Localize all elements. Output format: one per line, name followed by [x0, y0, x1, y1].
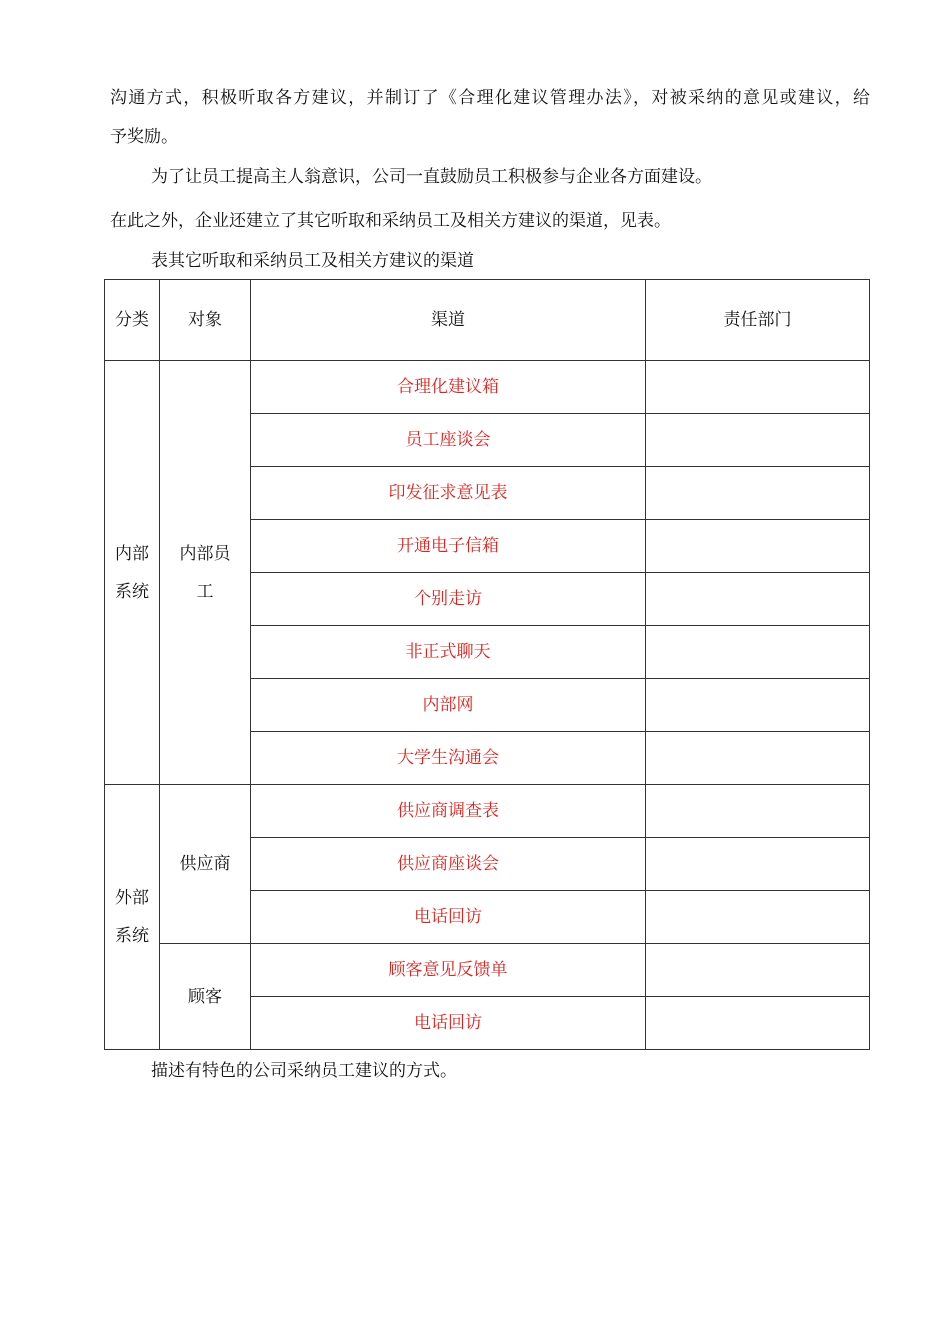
channels-table	[104, 279, 870, 1050]
channel-cell: 合理化建议箱	[251, 361, 646, 414]
department-cell	[646, 891, 870, 944]
header-department: 责任部门	[646, 280, 870, 361]
department-cell	[646, 626, 870, 679]
channel-cell: 员工座谈会	[251, 414, 646, 467]
header-channel: 渠道	[251, 280, 646, 361]
closing-paragraph: 描述有特色的公司采纳员工建议的方式。	[151, 1061, 457, 1081]
department-cell	[646, 361, 870, 414]
channel-cell: 大学生沟通会	[251, 732, 646, 785]
channel-cell: 内部网	[251, 679, 646, 732]
target-customer: 顾客	[160, 944, 251, 1050]
channel-cell: 电话回访	[251, 891, 646, 944]
department-cell	[646, 573, 870, 626]
table-caption: 表其它听取和采纳员工及相关方建议的渠道	[151, 251, 474, 271]
target-internal-staff: 内部员工	[160, 361, 251, 785]
paragraph-2: 为了让员工提高主人翁意识，公司一直鼓励员工积极参与企业各方面建设。	[151, 167, 712, 187]
channel-cell: 个别走访	[251, 573, 646, 626]
department-cell	[646, 467, 870, 520]
category-internal: 内部系统	[105, 361, 160, 785]
channel-cell: 供应商座谈会	[251, 838, 646, 891]
department-cell	[646, 997, 870, 1050]
department-cell	[646, 838, 870, 891]
table-row	[105, 361, 870, 414]
department-cell	[646, 414, 870, 467]
category-external: 外部系统	[105, 785, 160, 1050]
table-row	[105, 785, 870, 838]
paragraph-1-line-1: 沟通方式，积极听取各方建议，并制订了《合理化建议管理办法》，对被采纳的意见或建议，给	[110, 88, 870, 108]
department-cell	[646, 785, 870, 838]
department-cell	[646, 520, 870, 573]
header-target: 对象	[160, 280, 251, 361]
header-category: 分类	[105, 280, 160, 361]
paragraph-1-line-2: 予奖励。	[110, 127, 178, 147]
channel-cell: 非正式聊天	[251, 626, 646, 679]
paragraph-3: 在此之外，企业还建立了其它听取和采纳员工及相关方建议的渠道，见表。	[110, 211, 671, 231]
department-cell	[646, 679, 870, 732]
channel-cell: 供应商调查表	[251, 785, 646, 838]
channel-cell: 开通电子信箱	[251, 520, 646, 573]
channel-cell: 电话回访	[251, 997, 646, 1050]
target-supplier: 供应商	[160, 785, 251, 944]
table-row	[105, 944, 870, 997]
table-header-row	[105, 280, 870, 361]
channel-cell: 印发征求意见表	[251, 467, 646, 520]
department-cell	[646, 732, 870, 785]
channel-cell: 顾客意见反馈单	[251, 944, 646, 997]
department-cell	[646, 944, 870, 997]
